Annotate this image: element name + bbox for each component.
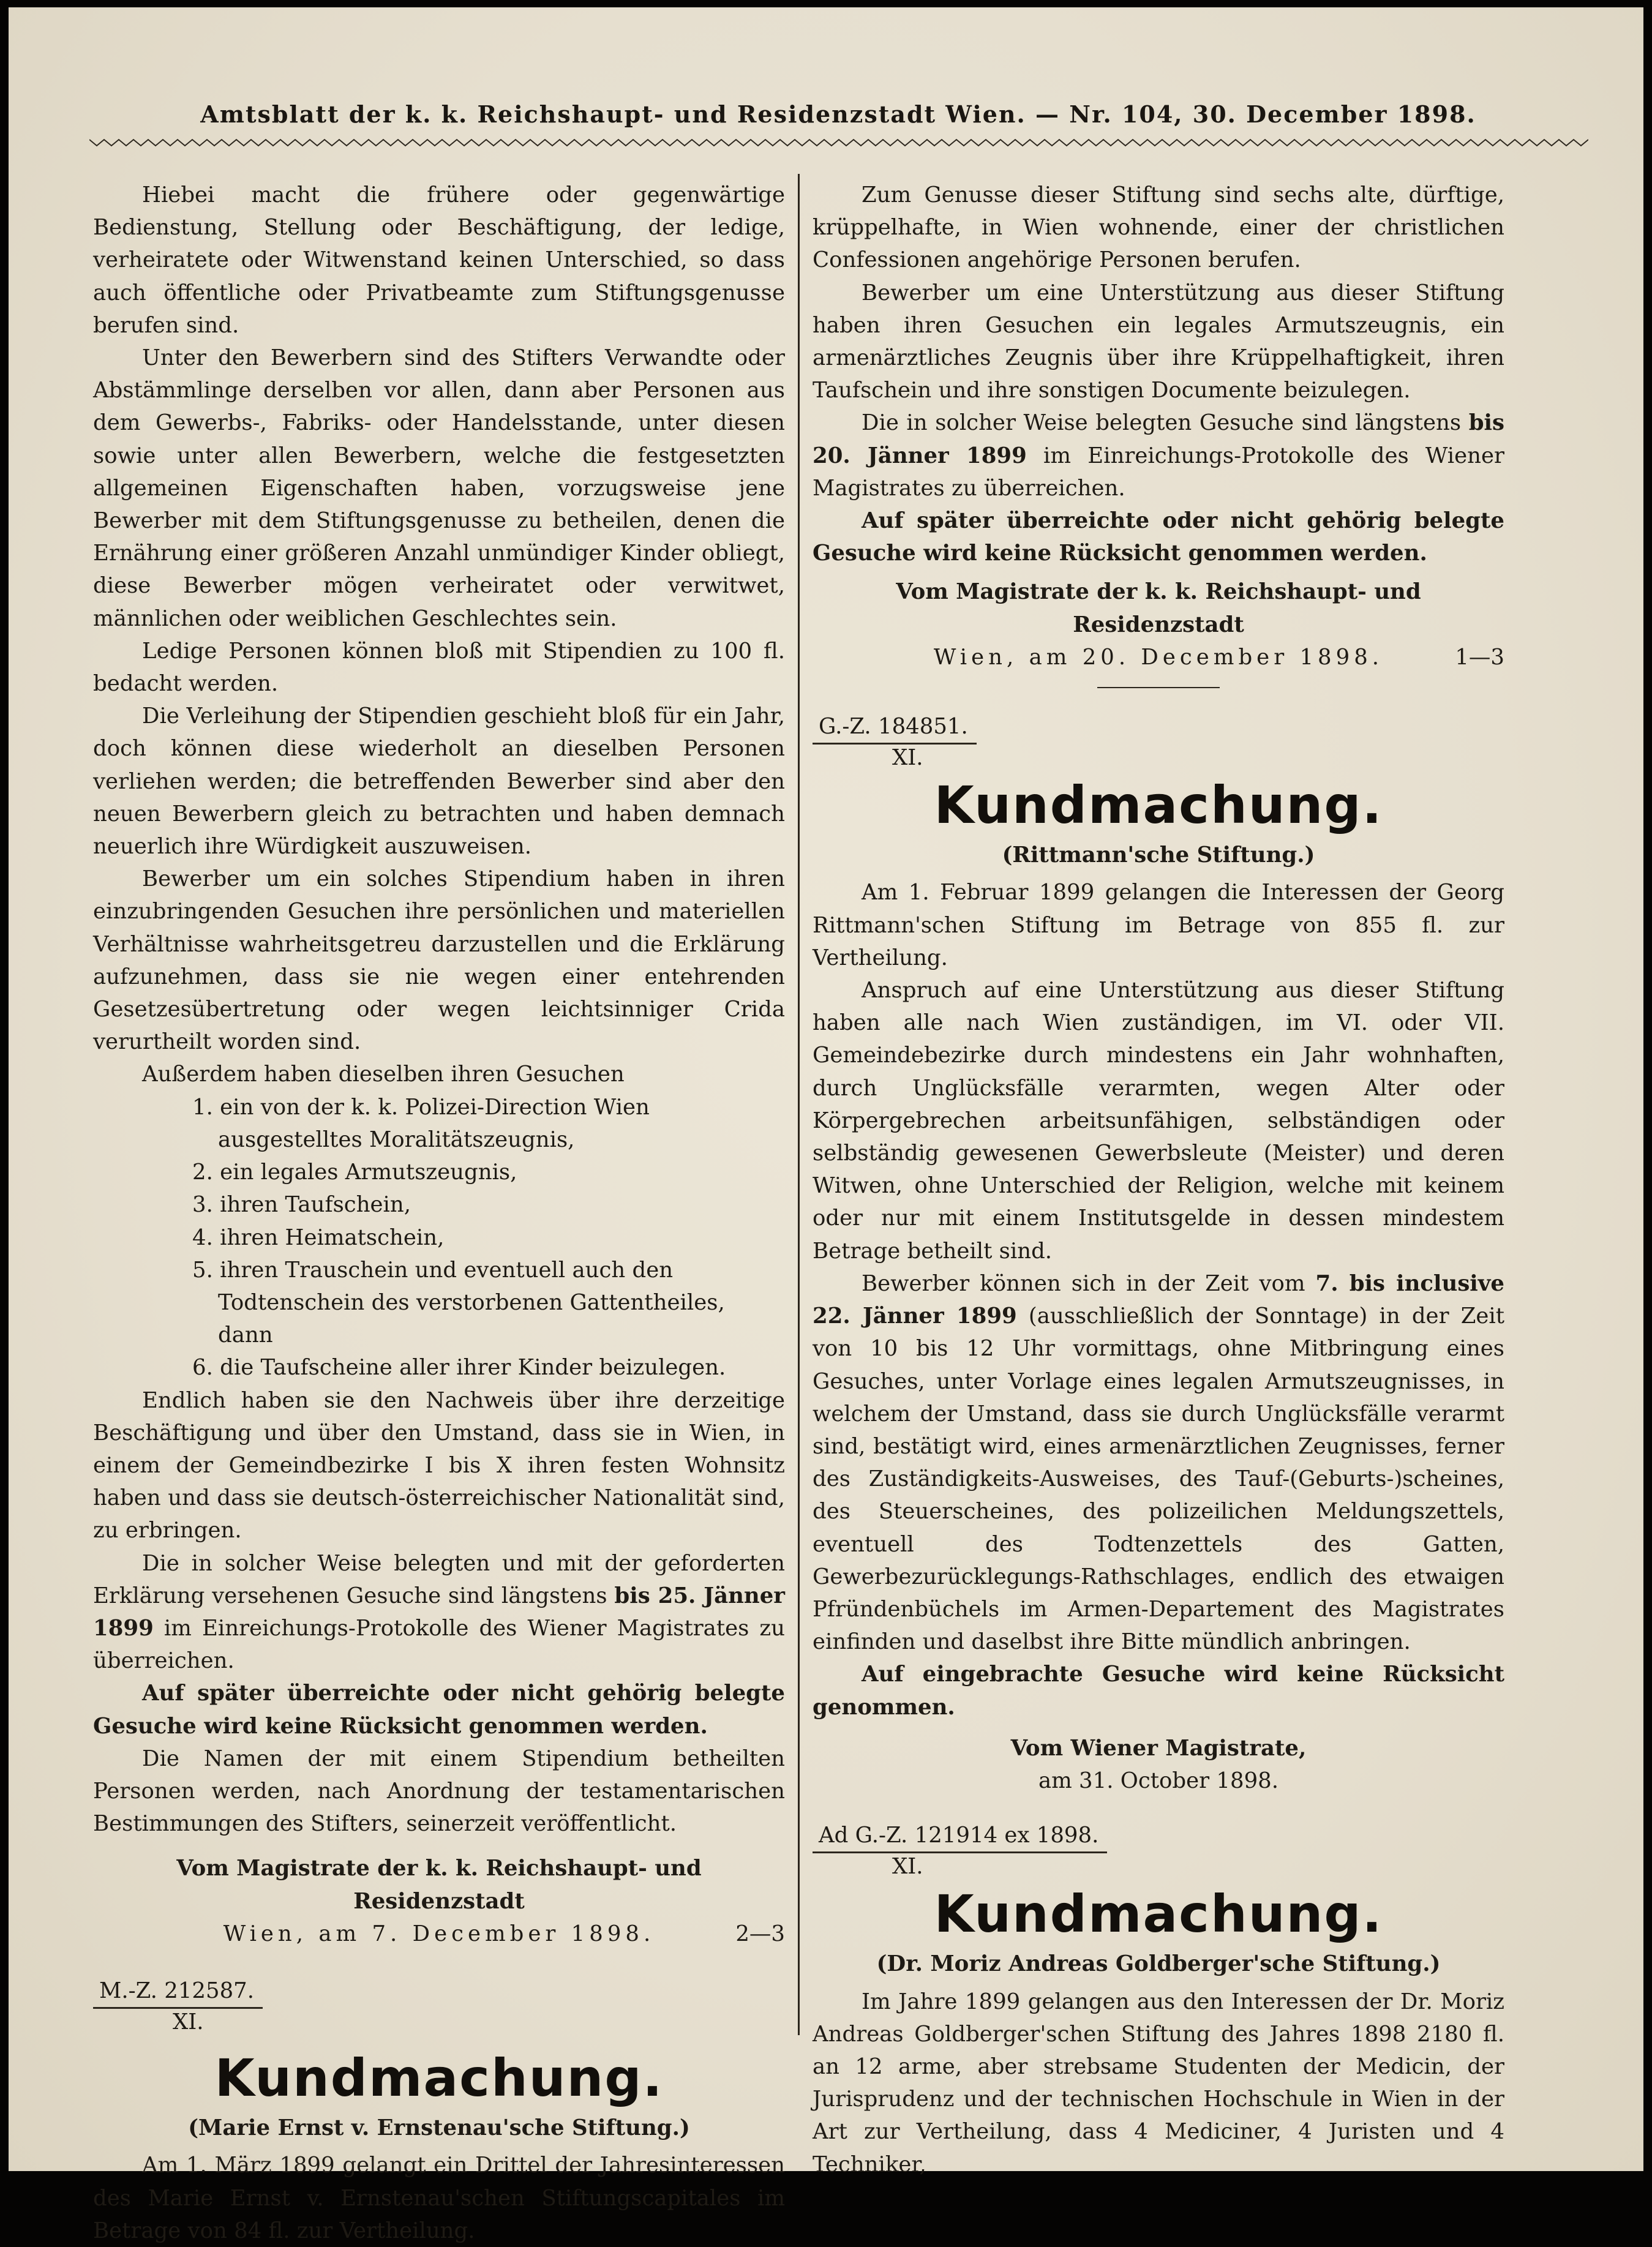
paragraph: Zum Genusse dieser Stiftung sind sechs alte, dürftige, krüppelhafte, in Wien wohnende, einer der christlichen Confessionen angehörige Personen berufen. xyxy=(813,182,1504,273)
reference-number: M.-Z. 212587. xyxy=(93,1975,263,2009)
paragraph: Die Verleihung der Stipendien geschieht bloß für ein Jahr, doch können diese wiederholt an dieselben Personen verliehen werden; die betreffenden Bewerber sind aber den neuen Bewerbern gleich zu betrachten und haben demnach neuerlich ihre Würdigkeit auszuweisen. xyxy=(93,703,785,860)
text: (ausschließlich der Sonntage) in der Zeit von 10 bis 12 Uhr vormittags, ohne Mitbringung eines Gesuches, unter Vorlage eines legalen Armutszeugnisses, in welchem der Umstand, dass sie durch Unglücksfälle verarmt sind, bestätigt wird, eines armenärztlichen Zeugnisses, ferner des Zuständigkeits-Ausweises, des Tauf-(Geburts-)scheines, des Steuerscheines, des polizeilichen Meldungszettels, eventuell des Todtenzettels des Gatten, Gewerbezurücklegungs-Rathschlages, endlich des etwaigen Pfründenbüchels im Armen-Departement des Magistrates einfinden und daselbst ihre Bitte mündlich anbringen. xyxy=(813,1304,1504,1655)
paragraph: Im Jahre 1899 gelangen aus den Interessen der Dr. Moriz Andreas Goldberger'schen Stiftung des Jahres 1898 2180 fl. an 12 arme, aber strebsame Studenten der Medicin, der Jurisprudenz und der technischen Hochschule in Wien in der Art zur Vertheilung, dass 4 Mediciner, 4 Juristen und 4 Techniker, xyxy=(813,1989,1504,2177)
paragraph: Die Namen der mit einem Stipendium betheilten Personen werden, nach Anordnung der testamentarischen Bestimmungen des Stifters, seinerzeit veröffentlicht. xyxy=(93,1746,785,1837)
list-item: 1. ein von der k. k. Polizei-Direction Wien ausgestelltes Moralitätszeugnis, xyxy=(192,1094,650,1152)
announcement-subtitle: (Marie Ernst v. Ernstenau'sche Stiftung.) xyxy=(188,2115,690,2141)
header-zigzag-rule xyxy=(89,138,1588,147)
paragraph: Bewerber um eine Unterstützung aus dieser Stiftung haben ihren Gesuchen ein legales Armutszeugnis, ein armenärztliches Zeugnis über ihre Krüppelhaftigkeit, ihren Taufschein und ihre sonstigen Documente beizulegen. xyxy=(813,280,1504,403)
date-range: 7. bis inclusive 22. Jänner 1899 xyxy=(813,1270,1505,1329)
list-item: 2. ein legales Armutszeugnis, xyxy=(192,1160,517,1185)
paragraph: Anspruch auf eine Unterstützung aus dieser Stiftung haben alle nach Wien zuständigen, im VI. oder VII. Gemeindebezirke durch mindestens ein Jahr wohnhaften, durch Unglücksfälle verarmten, wegen Alter oder Körpergebrechen arbeitsunfähigen, selbständigen oder selbständig gewesenen Gewerbsleute (Meister) und deren Witwen, ohne Unterschied der Religion, welche mit keinem oder nur mit einem Institutsgelde in dessen mindestem Betrage betheilt sind. xyxy=(813,978,1504,1264)
deadline: bis 25. Jänner 1899 xyxy=(93,1583,786,1641)
page-header: Amtsblatt der k. k. Reichshaupt- und Residenzstadt Wien. — Nr. 104, 30. December 1898. xyxy=(200,100,1476,128)
announcement-title: Kundmachung. xyxy=(934,1884,1383,1945)
sequence-number: 1—3 xyxy=(1455,644,1504,670)
reference-section: XI. xyxy=(892,1854,923,1880)
reference-section: XI. xyxy=(892,745,923,771)
paragraph: Außerdem haben dieselben ihren Gesuchen xyxy=(142,1062,625,1087)
sequence-number: 2—3 xyxy=(735,1921,785,1946)
paragraph: Am 1. März 1899 gelangt ein Drittel der Jahresinteressen des Marie Ernst v. Ernstenau'schen Stiftungscapitales im Betrage von 84 fl. zur Vertheilung. xyxy=(93,2153,785,2243)
announcement-title: Kundmachung. xyxy=(934,775,1383,836)
paragraph xyxy=(813,407,1504,505)
signature-date: Wien, am 7. December 1898. xyxy=(223,1921,655,1946)
list-item: 5. ihren Trauschein und eventuell auch den Todtenschein des verstorbenen Gattentheiles, dann xyxy=(192,1257,725,1348)
column-divider xyxy=(798,174,800,2035)
notice-bold: Auf eingebrachte Gesuche wird keine Rücksicht genommen. xyxy=(813,1662,1504,1720)
list-item: 6. die Taufscheine aller ihrer Kinder beizulegen. xyxy=(192,1355,726,1381)
paragraph: Am 1. Februar 1899 gelangen die Interessen der Georg Rittmann'schen Stiftung im Betrage von 855 fl. zur Vertheilung. xyxy=(813,880,1504,970)
paragraph: Unter den Bewerbern sind des Stifters Verwandte oder Abstämmlinge derselben vor allen, dann aber Personen aus dem Gewerbs-, Fabriks- oder Handelsstande, unter diesen sowie unter allen Bewerbern, welche die festgesetzten allgemeinen Eigenschaften haben, vorzugsweise jene Bewerber mit dem Stiftungsgenusse zu betheilen, denen die Ernährung einer größeren Anzahl unmündiger Kinder obliegt, diese Bewerber mögen verheiratet oder verwitwet, männlichen oder weiblichen Geschlechtes sein. xyxy=(93,345,785,631)
paragraph: Hiebei macht die frühere oder gegenwärtige Bedienstung, Stellung oder Beschäftigung, der ledige, verheiratete oder Witwenstand keinen Unterschied, so dass auch öffentliche oder Privatbeamte zum Stiftungsgenusse berufen sind. xyxy=(93,182,785,338)
paragraph xyxy=(813,1267,1504,1658)
text: im Einreichungs-Protokolle des Wiener Magistrates zu überreichen. xyxy=(813,443,1504,501)
paragraph: Ledige Personen können bloß mit Stipendien zu 100 fl. bedacht werden. xyxy=(93,638,785,697)
separator-rule xyxy=(1097,687,1220,688)
document-list xyxy=(192,1091,785,1384)
paragraph: Endlich haben sie den Nachweis über ihre derzeitige Beschäftigung und über den Umstand, dass sie in Wien, in einem der Gemeindbezirke I bis X ihren festen Wohnsitz haben und dass sie deutsch-österreichischer Nationalität sind, zu erbringen. xyxy=(93,1387,785,1544)
announcement-subtitle: (Dr. Moriz Andreas Goldberger'sche Stiftung.) xyxy=(876,1951,1441,1977)
left-column xyxy=(93,179,785,2247)
text: Die in solcher Weise belegten und mit der geforderten Erklärung versehenen Gesuche sind längstens xyxy=(93,1550,785,1608)
signature-date-row xyxy=(93,1918,785,1950)
announcement-subtitle: (Rittmann'sche Stiftung.) xyxy=(1002,842,1315,868)
notice-bold: Auf später überreichte oder nicht gehörig belegte Gesuche wird keine Rücksicht genommen werden. xyxy=(93,1681,785,1739)
reference-number: Ad G.-Z. 121914 ex 1898. xyxy=(813,1819,1107,1853)
right-column xyxy=(813,179,1504,2181)
paragraph: Bewerber um ein solches Stipendium haben in ihren einzubringenden Gesuchen ihre persönlichen und materiellen Verhältnisse wahrheitsgetreu darzustellen und die Erklärung aufzunehmen, dass sie nie wegen einer entehrenden Gesetzesübertretung oder wegen leichtsinniger Crida verurtheilt worden sind. xyxy=(93,866,785,1055)
signature-line: Vom Wiener Magistrate, xyxy=(1010,1735,1307,1761)
text: im Einreichungs-Protokolle des Wiener Magistrates zu überreichen. xyxy=(93,1615,785,1674)
text: Die in solcher Weise belegten Gesuche sind längstens xyxy=(862,410,1469,436)
list-item: 3. ihren Taufschein, xyxy=(192,1192,411,1218)
list-item: 4. ihren Heimatschein, xyxy=(192,1225,445,1250)
deadline: bis 20. Jänner 1899 xyxy=(813,410,1504,468)
notice-bold: Auf später überreichte oder nicht gehörig belegte Gesuche wird keine Rücksicht genommen werden. xyxy=(813,508,1504,566)
signature-line: Vom Magistrate der k. k. Reichshaupt- und Residenzstadt xyxy=(176,1856,702,1914)
paragraph xyxy=(93,1547,785,1678)
reference-number: G.-Z. 184851. xyxy=(813,710,977,745)
announcement-title: Kundmachung. xyxy=(214,2048,664,2109)
text: Bewerber können sich in der Zeit vom xyxy=(862,1270,1316,1296)
reference-section: XI. xyxy=(173,2009,204,2035)
signature-line: Vom Magistrate der k. k. Reichshaupt- und Residenzstadt xyxy=(896,579,1421,637)
newspaper-page xyxy=(9,7,1643,2243)
signature-date: Wien, am 20. December 1898. xyxy=(933,644,1384,670)
signature-date-row xyxy=(813,641,1504,673)
signature-date: am 31. October 1898. xyxy=(1038,1768,1279,1793)
